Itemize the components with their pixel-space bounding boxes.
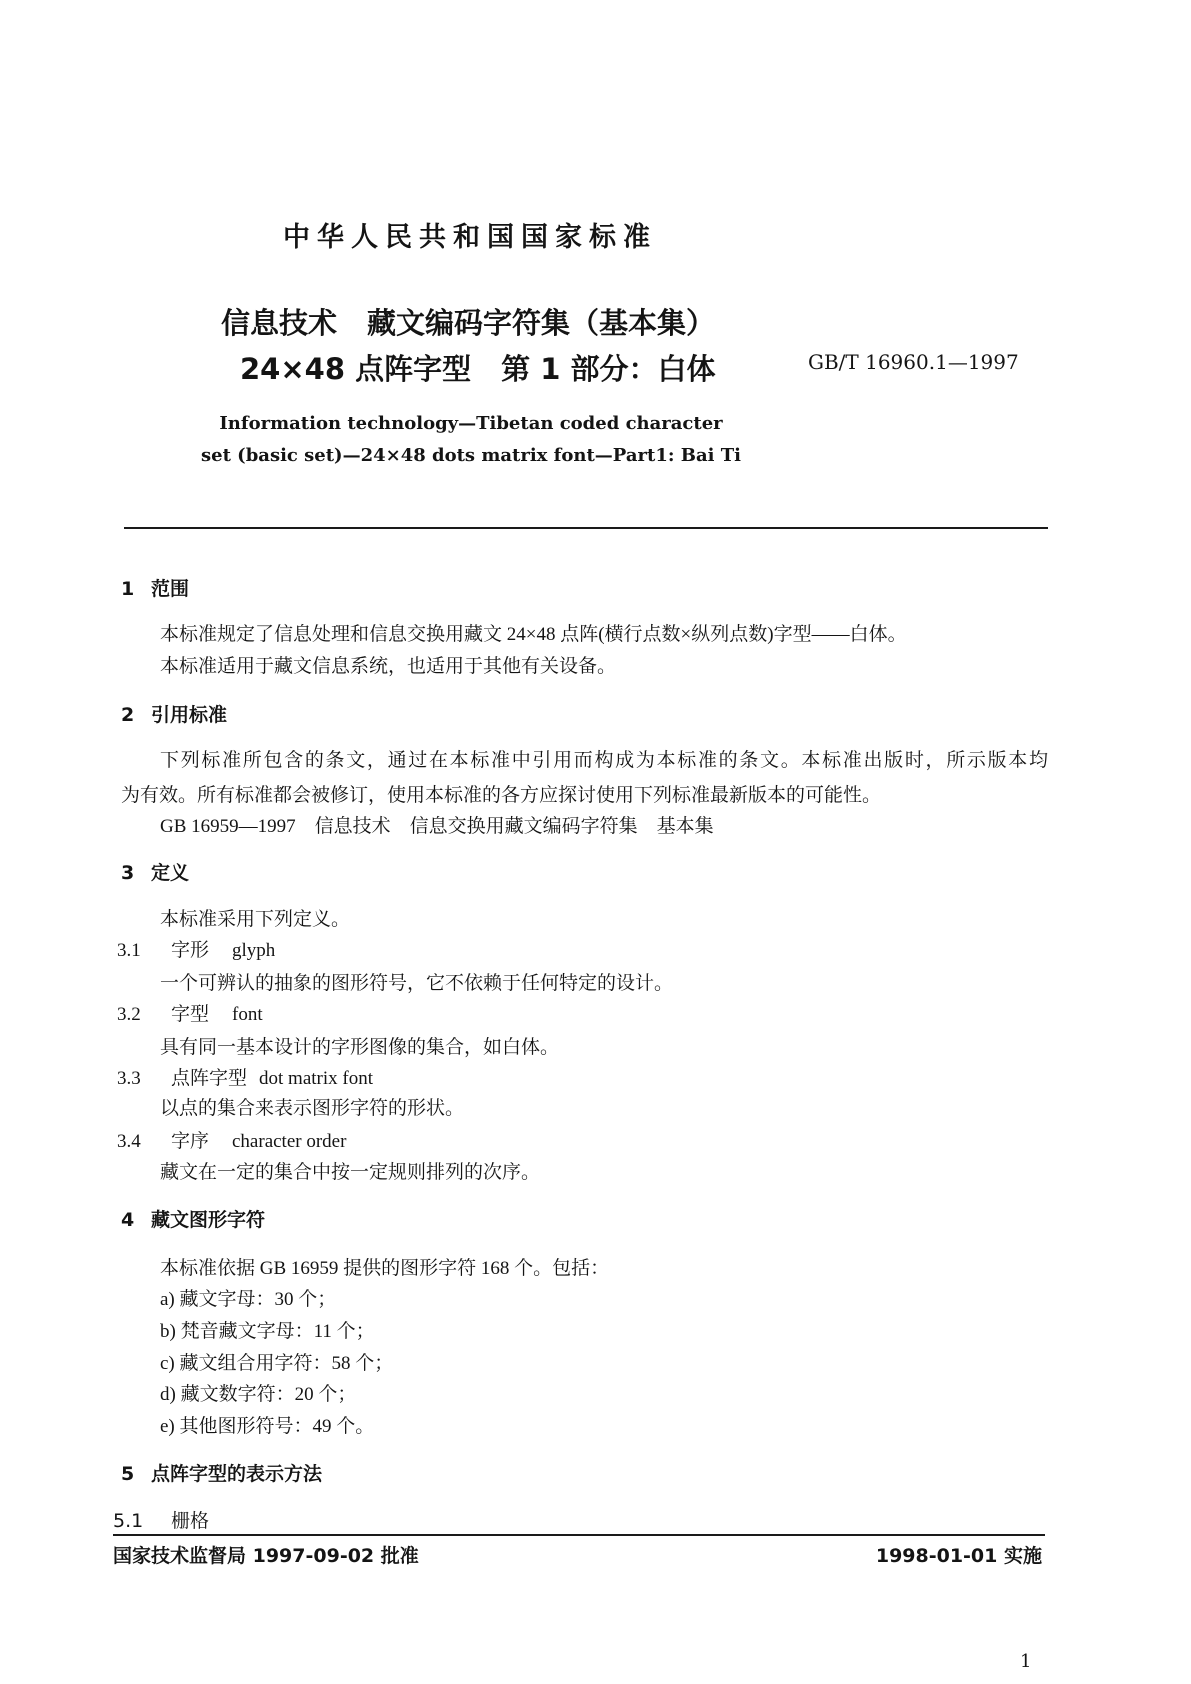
approval-info: 国家技术监督局 1997-09-02 批准	[113, 1545, 419, 1567]
section-number: 2	[121, 704, 135, 726]
section-3-intro: 本标准采用下列定义。	[160, 909, 351, 930]
section-1-paragraph-1: 本标准规定了信息处理和信息交换用藏文 24×48 点阵(横行点数×纵列点数)字型——白体。	[160, 624, 907, 645]
definition-number: 3.1	[117, 940, 141, 961]
list-item: b) 梵音藏文字母：11 个；	[160, 1321, 375, 1342]
list-item: e) 其他图形符号：49 个。	[160, 1416, 375, 1437]
list-item: a) 藏文字母：30 个；	[160, 1289, 337, 1310]
definition-3-1-term	[117, 940, 275, 962]
title-line-2-part-a: 24×48 点阵字型	[240, 352, 472, 386]
english-title-line-1: Information technology—Tibetan coded character	[219, 413, 723, 434]
definition-number: 3.3	[117, 1068, 141, 1089]
footer-divider	[113, 1534, 1045, 1536]
definition-3-4-term	[117, 1131, 346, 1153]
list-item: d) 藏文数字符：20 个；	[160, 1384, 357, 1405]
section-2-paragraph-line-2: 为有效。所有标准都会被修订，使用本标准的各方应探讨使用下列标准最新版本的可能性。	[121, 785, 882, 806]
definition-3-4-text: 藏文在一定的集合中按一定规则排列的次序。	[160, 1162, 541, 1183]
definition-3-2-term	[117, 1004, 263, 1026]
section-1-paragraph-2: 本标准适用于藏文信息系统，也适用于其他有关设备。	[160, 656, 617, 677]
section-number: 3	[121, 862, 135, 884]
title-divider	[124, 527, 1048, 529]
definition-term-zh: 字型	[171, 1004, 210, 1025]
section-1-heading	[121, 578, 189, 600]
definition-term-zh: 点阵字型	[171, 1068, 248, 1089]
effective-date: 1998-01-01 实施	[875, 1545, 1042, 1567]
definition-term-en: character order	[232, 1131, 347, 1152]
english-title-line-2: set (basic set)—24×48 dots matrix font—Part1: Bai Ti	[201, 445, 741, 466]
section-5-heading	[121, 1463, 322, 1485]
page-number: 1	[1020, 1651, 1032, 1672]
section-title: 藏文图形字符	[151, 1209, 266, 1231]
title-line-2	[240, 352, 715, 386]
definition-term-en: dot matrix font	[259, 1068, 373, 1089]
title-line-1-part-a: 信息技术	[221, 306, 338, 340]
title-line-1-part-b: 藏文编码字符集（基本集）	[367, 306, 716, 340]
title-line-1	[221, 306, 715, 340]
section-title: 定义	[151, 862, 190, 884]
title-line-2-part-b: 第 1 部分：白体	[501, 352, 716, 386]
subsection-title: 栅格	[171, 1510, 210, 1532]
section-2-reference: GB 16959—1997 信息技术 信息交换用藏文编码字符集 基本集	[160, 816, 714, 837]
definition-number: 3.4	[117, 1131, 141, 1152]
national-standard-header: 中华人民共和国国家标准	[283, 222, 657, 253]
subsection-number: 5.1	[113, 1510, 144, 1532]
section-title: 引用标准	[151, 704, 228, 726]
section-4-heading	[121, 1209, 265, 1231]
definition-number: 3.2	[117, 1004, 141, 1025]
section-number: 1	[121, 578, 135, 600]
subsection-5-1-heading	[113, 1510, 209, 1532]
section-title: 点阵字型的表示方法	[151, 1463, 323, 1485]
definition-3-2-text: 具有同一基本设计的字形图像的集合，如白体。	[160, 1037, 560, 1058]
definition-term-en: font	[232, 1004, 263, 1025]
section-title: 范围	[151, 578, 190, 600]
section-2-paragraph-line-1: 下列标准所包含的条文，通过在本标准中引用而构成为本标准的条文。本标准出版时，所示版本均	[160, 750, 1048, 771]
section-2-heading	[121, 704, 227, 726]
definition-term-zh: 字序	[171, 1131, 210, 1152]
section-4-intro: 本标准依据 GB 16959 提供的图形字符 168 个。包括：	[160, 1258, 610, 1279]
definition-term-en: glyph	[232, 940, 276, 961]
section-3-heading	[121, 862, 189, 884]
standard-code: GB/T 16960.1—1997	[808, 350, 1019, 374]
list-item: c) 藏文组合用字符：58 个；	[160, 1353, 394, 1374]
definition-term-zh: 字形	[171, 940, 210, 961]
definition-3-3-term	[117, 1068, 373, 1090]
section-number: 4	[121, 1209, 135, 1231]
section-number: 5	[121, 1463, 135, 1485]
definition-3-1-text: 一个可辨认的抽象的图形符号，它不依赖于任何特定的设计。	[160, 973, 674, 994]
definition-3-3-text: 以点的集合来表示图形字符的形状。	[160, 1098, 465, 1119]
